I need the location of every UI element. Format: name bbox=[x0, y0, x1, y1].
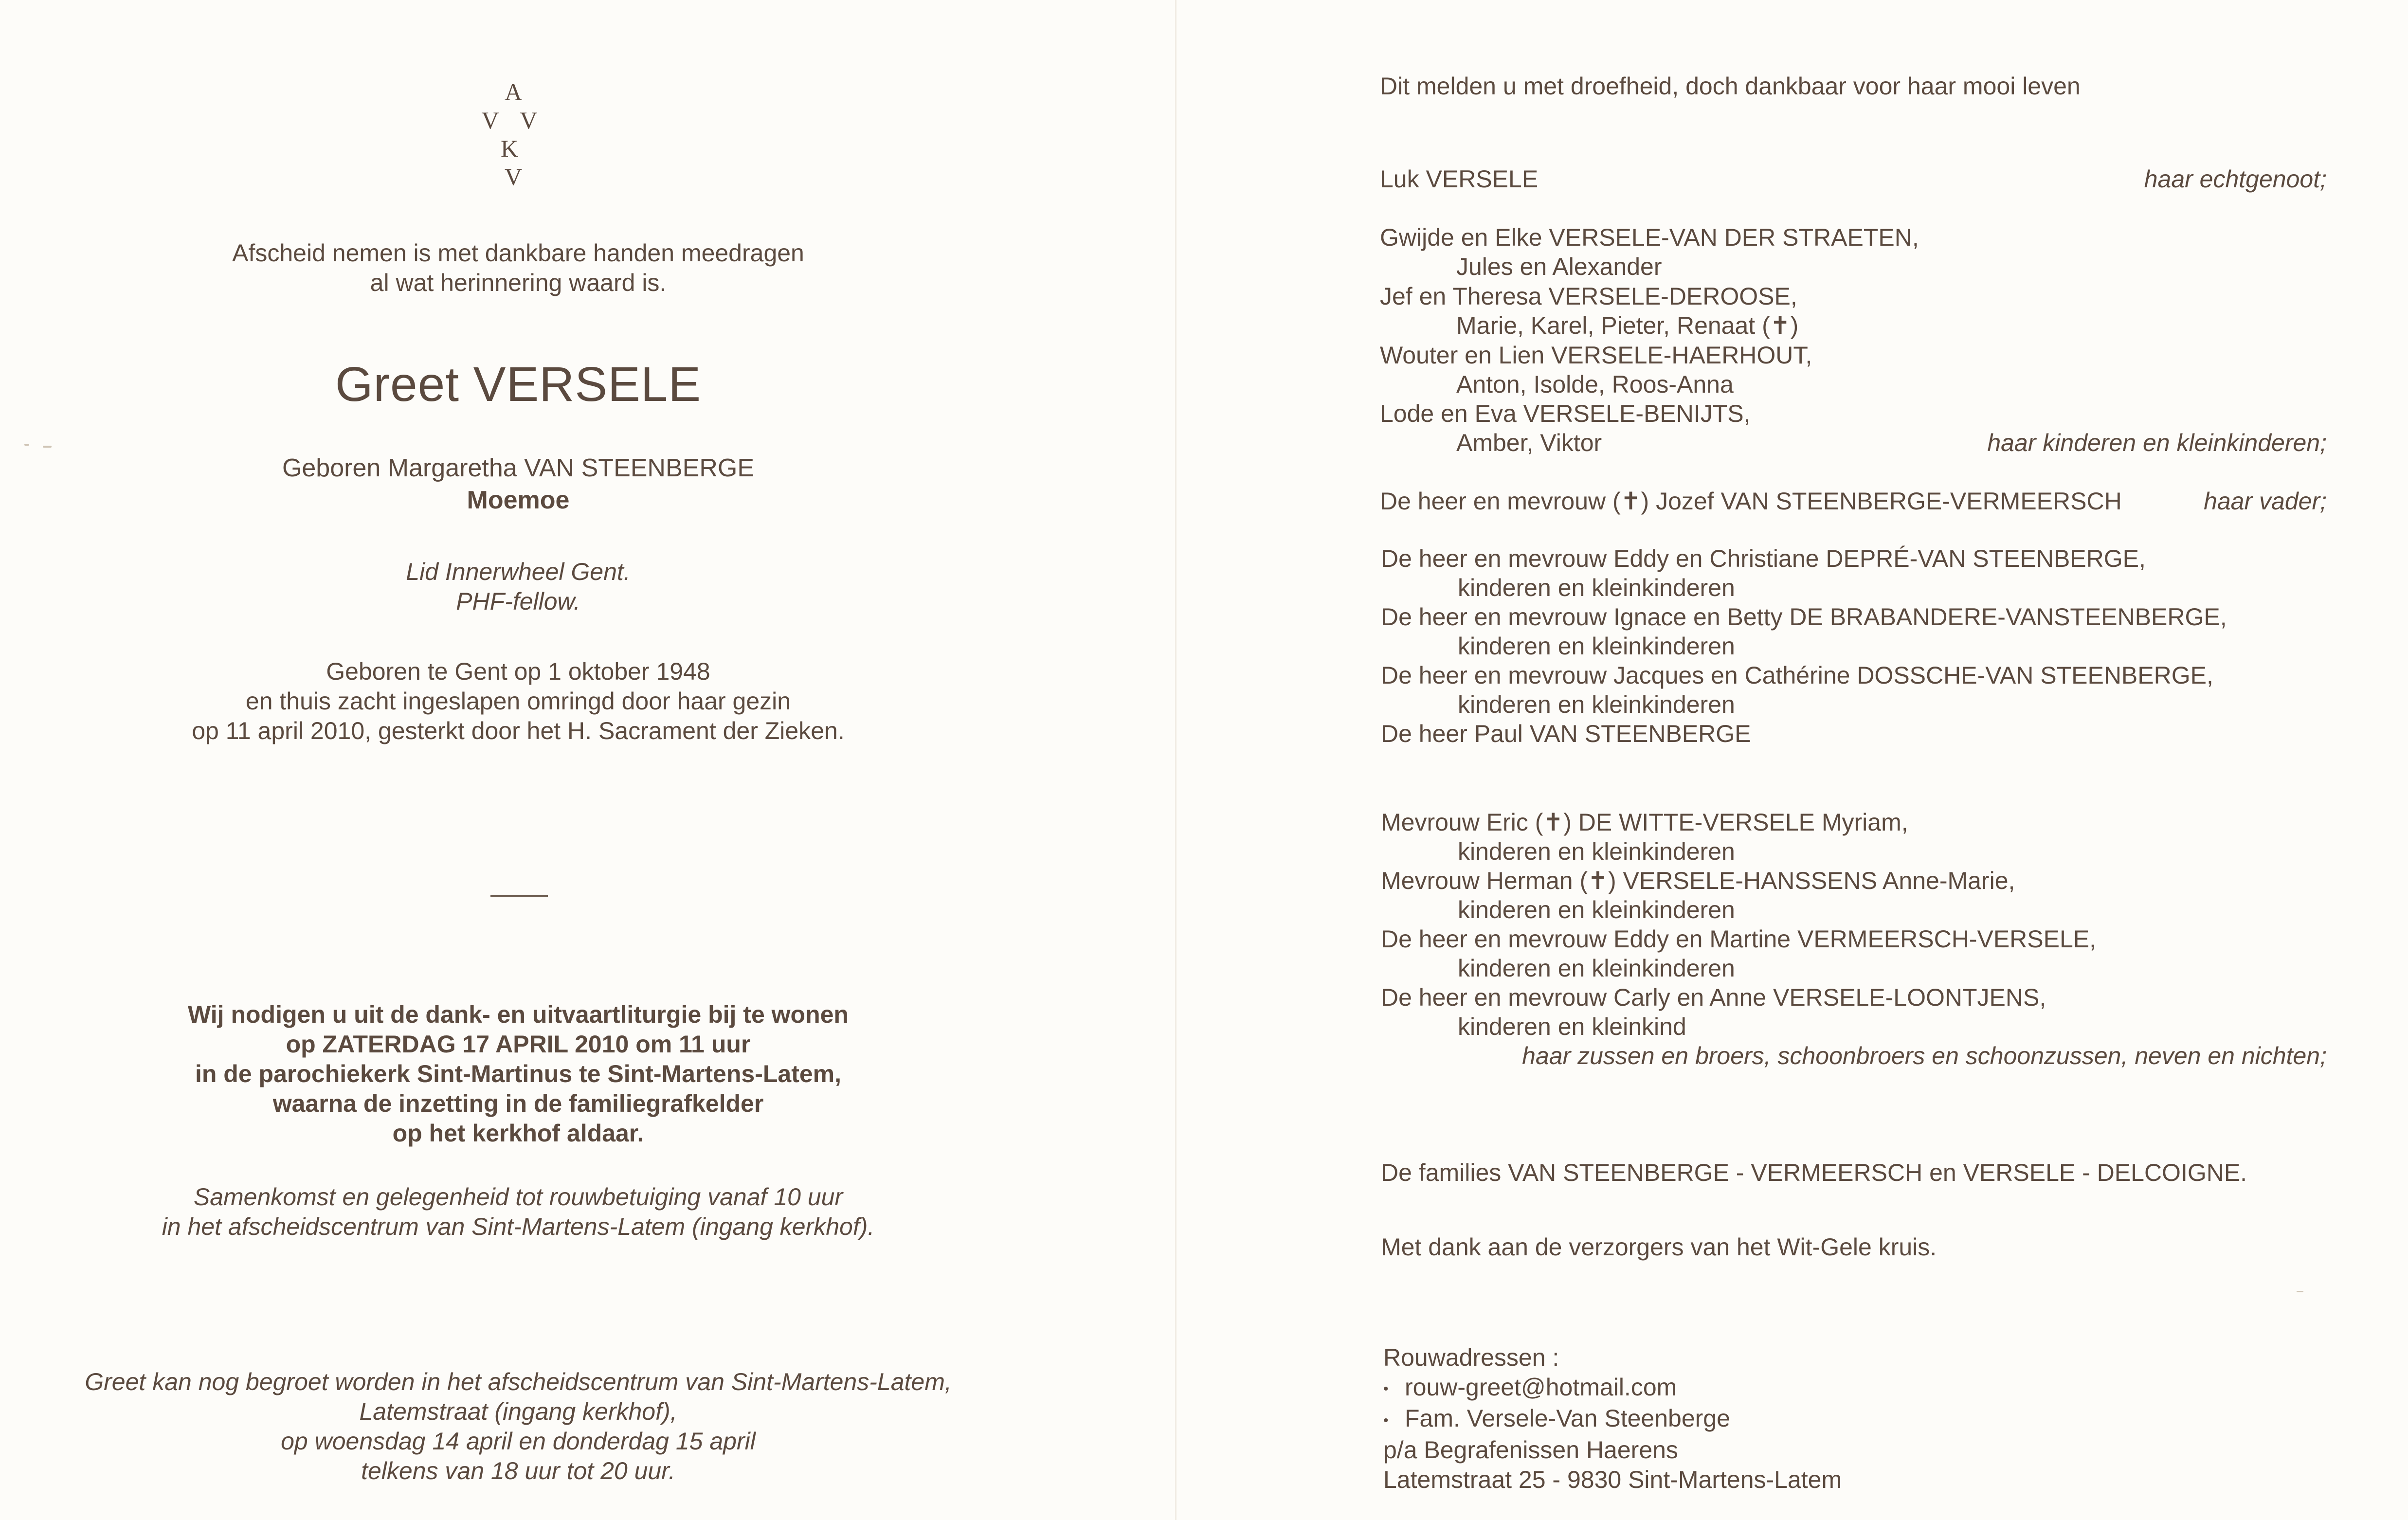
child-couple: Gwijde en Elke VERSELE-VAN DER STRAETEN, bbox=[1380, 224, 1919, 251]
paper-speck bbox=[43, 446, 52, 448]
paper-speck bbox=[24, 444, 29, 446]
child-couple: Wouter en Lien VERSELE-HAERHOUT, bbox=[1380, 342, 1812, 369]
child-couple: Jef en Theresa VERSELE-DEROOSE, bbox=[1380, 283, 1797, 310]
father-relation: haar vader; bbox=[2204, 488, 2327, 515]
street-address: Latemstraat 25 - 9830 Sint-Martens-Latem bbox=[1383, 1466, 1842, 1493]
quote-line: Afscheid nemen is met dankbare handen meedragen bbox=[232, 239, 804, 267]
visiting-line: op woensdag 14 april en donderdag 15 april bbox=[281, 1428, 756, 1455]
sibling-descendants: kinderen en kleinkind bbox=[1458, 1013, 1686, 1040]
sibling-family: De heer en mevrouw Carly en Anne VERSELE-LOONTJENS, bbox=[1381, 984, 2046, 1011]
sibling-family: De heer en mevrouw Jacques en Cathérine DOSSCHE-VAN STEENBERGE, bbox=[1381, 662, 2213, 689]
sibling-family: De heer Paul VAN STEENBERGE bbox=[1381, 720, 1751, 747]
visiting-line: Latemstraat (ingang kerkhof), bbox=[359, 1398, 677, 1425]
thanks-line: Met dank aan de verzorgers van het Wit-Gele kruis. bbox=[1381, 1233, 1937, 1261]
invitation-line: op ZATERDAG 17 APRIL 2010 om 11 uur bbox=[286, 1031, 751, 1058]
husband-relation: haar echtgenoot; bbox=[2144, 165, 2327, 193]
deceased-name: Greet VERSELE bbox=[335, 357, 702, 412]
care-of-line: p/a Begrafenissen Haerens bbox=[1383, 1436, 1678, 1464]
birth-death-line: op 11 april 2010, gesterkt door het H. Sacrament der Zieken. bbox=[192, 717, 845, 744]
gathering-info bbox=[0, 1182, 1036, 1242]
divider bbox=[490, 895, 548, 897]
visiting-line: telkens van 18 uur tot 20 uur. bbox=[361, 1457, 675, 1484]
families-line: De families VAN STEENBERGE - VERMEERSCH en VERSELE - DELCOIGNE. bbox=[1381, 1159, 2247, 1186]
farewell-quote bbox=[0, 238, 1036, 298]
sibling-descendants: kinderen en kleinkinderen bbox=[1458, 633, 1735, 660]
invitation-line: op het kerkhof aldaar. bbox=[392, 1120, 644, 1147]
visiting-line: Greet kan nog begroet worden in het afscheidscentrum van Sint-Martens-Latem, bbox=[85, 1368, 952, 1395]
sibling-family: De heer en mevrouw Eddy en Martine VERMEERSCH-VERSELE, bbox=[1381, 925, 2097, 953]
membership-line: PHF-fellow. bbox=[456, 588, 580, 615]
children-relation: haar kinderen en kleinkinderen; bbox=[1987, 429, 2327, 456]
sibling-family: Mevrouw Herman (✝) VERSELE-HANSSENS Anne-Marie, bbox=[1381, 867, 2015, 894]
birth-death-info bbox=[0, 657, 1036, 746]
invitation-line: in de parochiekerk Sint-Martinus te Sint-Martens-Latem, bbox=[195, 1060, 842, 1087]
membership-line: Lid Innerwheel Gent. bbox=[406, 558, 631, 585]
address-item-email bbox=[1383, 1373, 1842, 1404]
cross-middle-letters: V V K bbox=[481, 107, 545, 162]
birth-death-line: en thuis zacht ingeslapen omringd door haar gezin bbox=[245, 688, 791, 715]
sibling-descendants: kinderen en kleinkinderen bbox=[1458, 838, 1735, 865]
birth-death-line: Geboren te Gent op 1 oktober 1948 bbox=[326, 658, 710, 685]
announcement-intro: Dit melden u met droefheid, doch dankbaar voor haar mooi leven bbox=[1380, 72, 2081, 100]
right-page bbox=[1175, 0, 2408, 1520]
birth-name: Geboren Margaretha VAN STEENBERGE bbox=[282, 454, 755, 482]
visiting-info bbox=[0, 1367, 1036, 1486]
grandchildren: Anton, Isolde, Roos-Anna bbox=[1456, 371, 1734, 398]
cross-bottom-letter: V bbox=[504, 163, 523, 190]
cross-monogram bbox=[467, 78, 560, 190]
sibling-descendants: kinderen en kleinkinderen bbox=[1458, 896, 1735, 923]
mourning-addresses bbox=[1383, 1343, 1842, 1495]
left-page bbox=[0, 0, 1175, 1520]
sibling-descendants: kinderen en kleinkinderen bbox=[1458, 955, 1735, 982]
grandchildren: Jules en Alexander bbox=[1456, 253, 1662, 280]
sibling-descendants: kinderen en kleinkinderen bbox=[1458, 574, 1735, 601]
sibling-family: De heer en mevrouw Ignace en Betty DE BRABANDERE-VANSTEENBERGE, bbox=[1381, 603, 2227, 631]
grandchildren: Amber, Viktor bbox=[1456, 429, 1602, 456]
membership bbox=[0, 557, 1036, 616]
family-name: Fam. Versele-Van Steenberge bbox=[1405, 1405, 1730, 1432]
gathering-line: Samenkomst en gelegenheid tot rouwbetuiging vanaf 10 uur bbox=[193, 1183, 843, 1211]
bullet-icon: • bbox=[1383, 1381, 1389, 1397]
addresses-heading: Rouwadressen : bbox=[1383, 1344, 1559, 1371]
invitation-line: waarna de inzetting in de familiegrafkelder bbox=[272, 1090, 764, 1117]
grandchildren: Marie, Karel, Pieter, Renaat (✝) bbox=[1456, 312, 1799, 339]
nickname: Moemoe bbox=[467, 486, 570, 514]
siblings-relation: haar zussen en broers, schoonbroers en schoonzussen, neven en nichten; bbox=[1522, 1042, 2327, 1069]
child-couple: Lode en Eva VERSELE-BENIJTS, bbox=[1380, 400, 1751, 427]
gathering-line: in het afscheidscentrum van Sint-Martens-Latem (ingang kerkhof). bbox=[162, 1213, 875, 1240]
funeral-invitation bbox=[0, 1000, 1036, 1148]
paper-speck bbox=[2297, 1291, 2303, 1292]
sibling-family: De heer en mevrouw Eddy en Christiane DEPRÉ-VAN STEENBERGE, bbox=[1381, 545, 2146, 572]
address-item-family bbox=[1383, 1404, 1842, 1435]
quote-line: al wat herinnering waard is. bbox=[370, 269, 667, 296]
bullet-icon: • bbox=[1383, 1412, 1389, 1429]
cross-top-letter: A bbox=[504, 78, 523, 106]
husband-name: Luk VERSELE bbox=[1380, 165, 1539, 193]
sibling-family: Mevrouw Eric (✝) DE WITTE-VERSELE Myriam, bbox=[1381, 809, 1908, 836]
father-name: De heer en mevrouw (✝) Jozef VAN STEENBERGE-VERMEERSCH bbox=[1380, 488, 2122, 515]
invitation-line: Wij nodigen u uit de dank- en uitvaartliturgie bij te wonen bbox=[188, 1001, 849, 1028]
email-address[interactable]: rouw-greet@hotmail.com bbox=[1405, 1374, 1677, 1401]
sibling-descendants: kinderen en kleinkinderen bbox=[1458, 691, 1735, 718]
